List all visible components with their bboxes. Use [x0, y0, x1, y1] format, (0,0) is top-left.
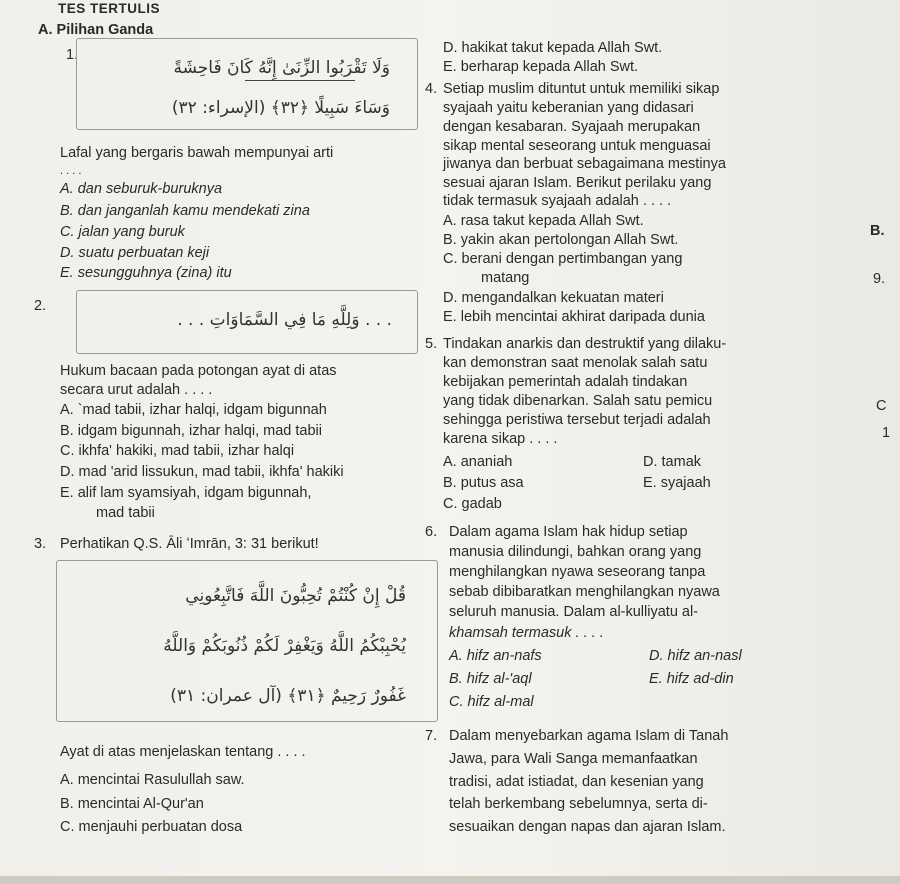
q7-line: tradisi, adat istiadat, dan kesenian yang	[449, 774, 704, 790]
q4-option-a[interactable]: A. rasa takut kepada Allah Swt.	[443, 213, 644, 229]
q4-line: Setiap muslim dituntut untuk memiliki sikap	[443, 81, 720, 97]
q1-number: 1.	[66, 47, 79, 63]
q3-option-e[interactable]: E. berharap kepada Allah Swt.	[443, 59, 639, 75]
q4-option-b[interactable]: B. yakin akan pertolongan Allah Swt.	[443, 232, 679, 248]
section-title: A. Pilihan Ganda	[38, 22, 154, 38]
q5-line: yang tidak dibenarkan. Salah satu pemicu	[443, 393, 713, 409]
page-header: TES TERTULIS	[58, 1, 161, 16]
q4-line: jiwanya dan berbuat sebagaimana mestinya	[443, 156, 726, 172]
q4-line: dengan kesabaran. Syajaah merupakan	[443, 119, 701, 135]
q4-line: tidak termasuk syajaah adalah . . . .	[443, 193, 672, 209]
q1-option-b[interactable]: B. dan janganlah kamu mendekati zina	[60, 203, 310, 219]
q3-arabic-line1: قُلْ إِنْ كُنْتُمْ تُحِبُّونَ اللَّهَ فَاتَّبِعُونِي	[185, 586, 406, 606]
q1-option-d[interactable]: D. suatu perbuatan keji	[60, 245, 210, 261]
q4-line: sikap mental seseorang untuk menguasai	[443, 138, 711, 154]
q6-line: manusia dilindungi, bahkan orang yang	[449, 544, 702, 560]
q4-line: sesuai ajaran Islam. Berikut perilaku yang	[443, 175, 712, 191]
q7-number: 7.	[425, 728, 438, 744]
q3-stem: Perhatikan Q.S. Āli ʻImrān, 3: 31 berikut!	[60, 536, 319, 552]
q4-option-e[interactable]: E. lebih mencintai akhirat daripada dunia	[443, 309, 705, 325]
q4-option-c-cont: matang	[481, 270, 530, 286]
q3-after: Ayat di atas menjelaskan tentang . . . .	[60, 744, 306, 760]
q1-option-c[interactable]: C. jalan yang buruk	[60, 224, 185, 240]
q5-option-a[interactable]: A. ananiah	[443, 454, 513, 470]
margin-fragment: 9.	[873, 271, 886, 287]
q5-line: kan demonstran saat menolak salah satu	[443, 355, 708, 371]
q5-line: karena sikap . . . .	[443, 431, 558, 447]
q6-option-a[interactable]: A. hifz an-nafs	[449, 648, 542, 664]
q1-option-a[interactable]: A. dan seburuk-buruknya	[60, 181, 223, 197]
q5-line: Tindakan anarkis dan destruktif yang dilaku-	[443, 336, 727, 352]
q4-number: 4.	[425, 81, 438, 97]
q2-option-c[interactable]: C. ikhfa' hakiki, mad tabii, izhar halqi	[60, 443, 295, 459]
q6-option-c[interactable]: C. hifz al-mal	[449, 694, 534, 710]
q3-arabic-line3: غَفُورٌ رَحِيمٌ ﴿٣١﴾ (آل عمران: ٣١)	[170, 686, 406, 706]
q3-arabic-line2: يُحْبِبْكُمُ اللَّهُ وَيَغْفِرْ لَكُمْ ذُنُوبَكُمْ وَاللَّهُ	[163, 636, 406, 656]
q4-line: syajaah yaitu keberanian yang didasari	[443, 100, 694, 116]
q1-arabic-line2: وَسَاءَ سَبِيلًا ﴿٣٢﴾ (الإسراء: ٣٢)	[171, 98, 390, 118]
q3-option-b[interactable]: B. mencintai Al-Qur'an	[60, 796, 204, 812]
q2-arabic: . . . وَلِلَّهِ مَا فِي السَّمَاوَاتِ . . .	[177, 310, 392, 330]
q4-option-c[interactable]: C. berani dengan pertimbangan yang	[443, 251, 683, 267]
q1-stem: Lafal yang bergaris bawah mempunyai arti	[60, 145, 334, 161]
q2-stem-line2: secara urut adalah . . . .	[60, 382, 213, 398]
q2-option-d[interactable]: D. mad 'arid lissukun, mad tabii, ikhfa' hakiki	[60, 464, 344, 480]
q6-line: khamsah termasuk . . . .	[449, 625, 604, 641]
page-bottom-edge	[0, 876, 900, 884]
q2-option-a[interactable]: A. `mad tabii, izhar halqi, idgam bigunnah	[60, 402, 327, 418]
q6-option-b[interactable]: B. hifz al-'aql	[449, 671, 532, 687]
q2-option-e-cont: mad tabii	[96, 505, 155, 521]
q2-number: 2.	[34, 298, 47, 314]
q3-option-c[interactable]: C. menjauhi perbuatan dosa	[60, 819, 243, 835]
q1-dots: . . . .	[60, 165, 82, 177]
q5-option-e[interactable]: E. syajaah	[643, 475, 711, 491]
q6-line: menghilangkan nyawa seseorang tanpa	[449, 564, 706, 580]
q5-line: sehingga peristiwa tersebut terjadi adalah	[443, 412, 711, 428]
q5-line: kebijakan pemerintah adalah tindakan	[443, 374, 688, 390]
q7-line: sesuaikan dengan napas dan ajaran Islam.	[449, 819, 726, 835]
q5-number: 5.	[425, 336, 438, 352]
q2-stem-line1: Hukum bacaan pada potongan ayat di atas	[60, 363, 337, 379]
q5-option-c[interactable]: C. gadab	[443, 496, 502, 512]
q6-option-d[interactable]: D. hifz an-nasl	[649, 648, 742, 664]
q7-line: Dalam menyebarkan agama Islam di Tanah	[449, 728, 729, 744]
q5-option-b[interactable]: B. putus asa	[443, 475, 524, 491]
q1-arabic-line1: وَلَا تَقْرَبُوا الزِّنَىٰ إِنَّهُ كَانَ فَاحِشَةً	[173, 58, 390, 78]
q2-option-e[interactable]: E. alif lam syamsiyah, idgam bigunnah,	[60, 485, 312, 501]
q6-option-e[interactable]: E. hifz ad-din	[649, 671, 734, 687]
q4-option-d[interactable]: D. mengandalkan kekuatan materi	[443, 290, 664, 306]
q6-line: seluruh manusia. Dalam al-kulliyatu al-	[449, 604, 699, 620]
q5-option-d[interactable]: D. tamak	[643, 454, 702, 470]
q6-line: sebab dibibaratkan menghilangkan nyawa	[449, 584, 720, 600]
q3-number: 3.	[34, 536, 47, 552]
q7-line: Jawa, para Wali Sanga memanfaatkan	[449, 751, 698, 767]
margin-fragment: B.	[870, 223, 885, 239]
q2-option-b[interactable]: B. idgam bigunnah, izhar halqi, mad tabii	[60, 423, 322, 439]
q7-line: telah berkembang sebelumnya, serta di-	[449, 796, 708, 812]
q3-option-d[interactable]: D. hakikat takut kepada Allah Swt.	[443, 40, 663, 56]
margin-fragment: C	[876, 398, 887, 414]
margin-fragment: 1	[882, 425, 891, 441]
q6-number: 6.	[425, 524, 438, 540]
q1-underline	[245, 80, 355, 81]
q3-option-a[interactable]: A. mencintai Rasulullah saw.	[60, 772, 245, 788]
q1-option-e[interactable]: E. sesungguhnya (zina) itu	[60, 265, 232, 281]
q6-line: Dalam agama Islam hak hidup setiap	[449, 524, 688, 540]
